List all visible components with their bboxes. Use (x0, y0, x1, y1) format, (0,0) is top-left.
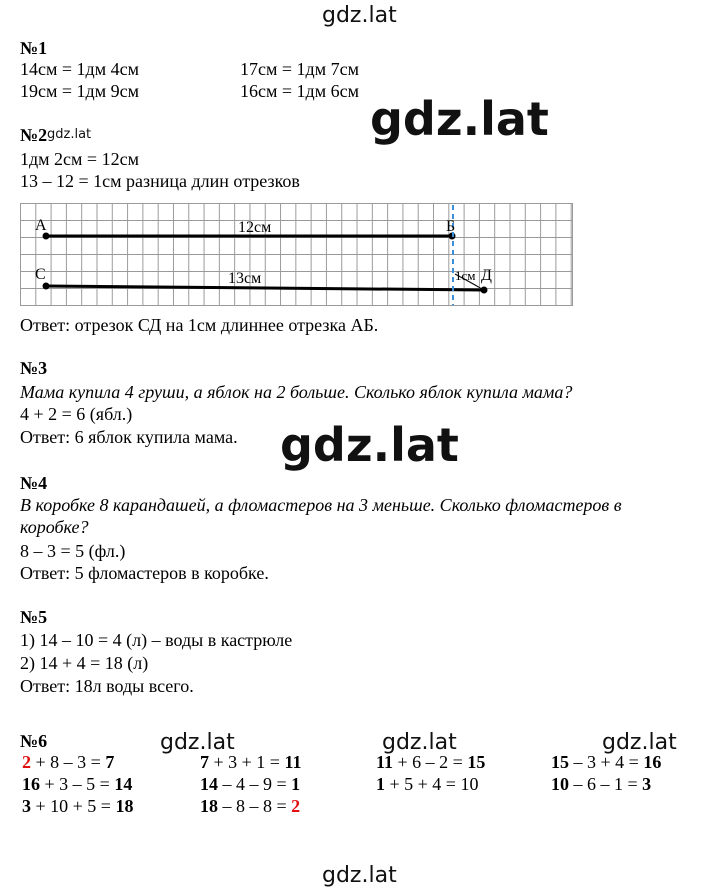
task5-line: 1) 14 – 10 = 4 (л) – воды в кастрюле (20, 630, 293, 650)
expr-part: + 8 – 3 = (31, 752, 106, 772)
task6-expression (376, 773, 478, 795)
result: 18 (115, 796, 134, 816)
watermark-large-1: gdz.lat (370, 92, 549, 146)
expr-part: – 3 + 4 = (569, 752, 644, 772)
task1-line: 14см = 1дм 4см (20, 59, 139, 79)
expr-part: + 10 + 5 = (31, 796, 116, 816)
label-c: С (35, 266, 46, 283)
task4-problem: В коробке 8 карандашей, а фломастеров на 3 меньше. Сколько фломастеров в (20, 495, 622, 515)
label-cd-length: 13см (228, 270, 262, 287)
task1-line: 16см = 1дм 6см (240, 81, 359, 101)
result: 15 (467, 752, 486, 772)
watermark-bottom: gdz.lat (322, 863, 397, 888)
watermark-small: gdz.lat (47, 127, 92, 142)
result: 11 (284, 752, 302, 772)
task6-expression (22, 795, 133, 817)
filled-number: 18 (200, 796, 218, 816)
filled-number: 3 (22, 796, 31, 816)
expr-part: + 3 – 5 = (40, 774, 115, 794)
task3-calc: 4 + 2 = 6 (ябл.) (20, 404, 133, 424)
task5-answer: Ответ: 18л воды всего. (20, 676, 194, 696)
task1-line: 17см = 1дм 7см (240, 59, 359, 79)
task1-line: 19см = 1дм 9см (20, 81, 139, 101)
task4-calc: 8 – 3 = 5 (фл.) (20, 541, 126, 561)
task6-heading: №6 (20, 731, 48, 751)
watermark-row-2: gdz.lat (382, 730, 457, 755)
result: 1 (291, 774, 301, 794)
task4-heading: №4 (20, 473, 48, 493)
task2-answer: Ответ: отрезок СД на 1см длиннее отрезка АБ. (20, 315, 379, 335)
expr-part: – 8 – 8 = (218, 796, 292, 816)
task6-expression (22, 751, 114, 773)
task5-line: 2) 14 + 4 = 18 (л) (20, 653, 149, 673)
task2-line: 1дм 2см = 12см (20, 149, 139, 169)
task6-expression (376, 751, 485, 773)
task6-expression (22, 773, 132, 795)
filled-number: 7 (200, 752, 209, 772)
expr-part: – 6 – 1 = (569, 774, 643, 794)
expr-part: + 5 + 4 = 10 (385, 774, 479, 794)
task2-line: 13 – 12 = 1см разница длин отрезков (20, 171, 300, 191)
task6-expression (200, 751, 301, 773)
filled-number: 1 (376, 774, 385, 794)
label-a: А (35, 217, 47, 234)
task4-problem: коробке? (20, 517, 89, 537)
filled-number: 14 (200, 774, 218, 794)
label-d: Д (481, 267, 492, 284)
task4-answer: Ответ: 5 фломастеров в коробке. (20, 563, 269, 583)
result: 3 (642, 774, 652, 794)
segment-cd (46, 286, 484, 290)
result: 14 (114, 774, 133, 794)
label-b: Б (446, 218, 456, 235)
filled-number: 2 (22, 752, 31, 772)
label-ab-length: 12см (238, 219, 272, 236)
filled-number: 11 (376, 752, 394, 772)
expr-part: – 4 – 9 = (218, 774, 292, 794)
filled-number: 15 (551, 752, 569, 772)
result: 16 (643, 752, 662, 772)
filled-number: 16 (22, 774, 40, 794)
task6-expression (200, 795, 300, 817)
task5-heading: №5 (20, 607, 48, 627)
watermark-top: gdz.lat (322, 3, 397, 28)
result: 7 (105, 752, 115, 772)
watermark-large-2: gdz.lat (280, 418, 459, 472)
filled-number: 10 (551, 774, 569, 794)
task2-heading: №2 (20, 125, 48, 145)
task1-heading: №1 (20, 38, 48, 58)
task3-answer: Ответ: 6 яблок купила мама. (20, 427, 238, 447)
watermark-row-1: gdz.lat (160, 730, 235, 755)
task3-heading: №3 (20, 358, 48, 378)
label-difference: 1см (455, 268, 476, 283)
point-d (481, 287, 488, 294)
expr-part: + 3 + 1 = (209, 752, 285, 772)
task6-expression (551, 773, 651, 795)
task6-expression (551, 751, 661, 773)
result: 2 (291, 796, 301, 816)
expr-part: + 6 – 2 = (393, 752, 468, 772)
task3-problem: Мама купила 4 груши, а яблок на 2 больше. Сколько яблок купила мама? (20, 382, 573, 402)
watermark-row-3: gdz.lat (602, 730, 677, 755)
task6-expression (200, 773, 300, 795)
